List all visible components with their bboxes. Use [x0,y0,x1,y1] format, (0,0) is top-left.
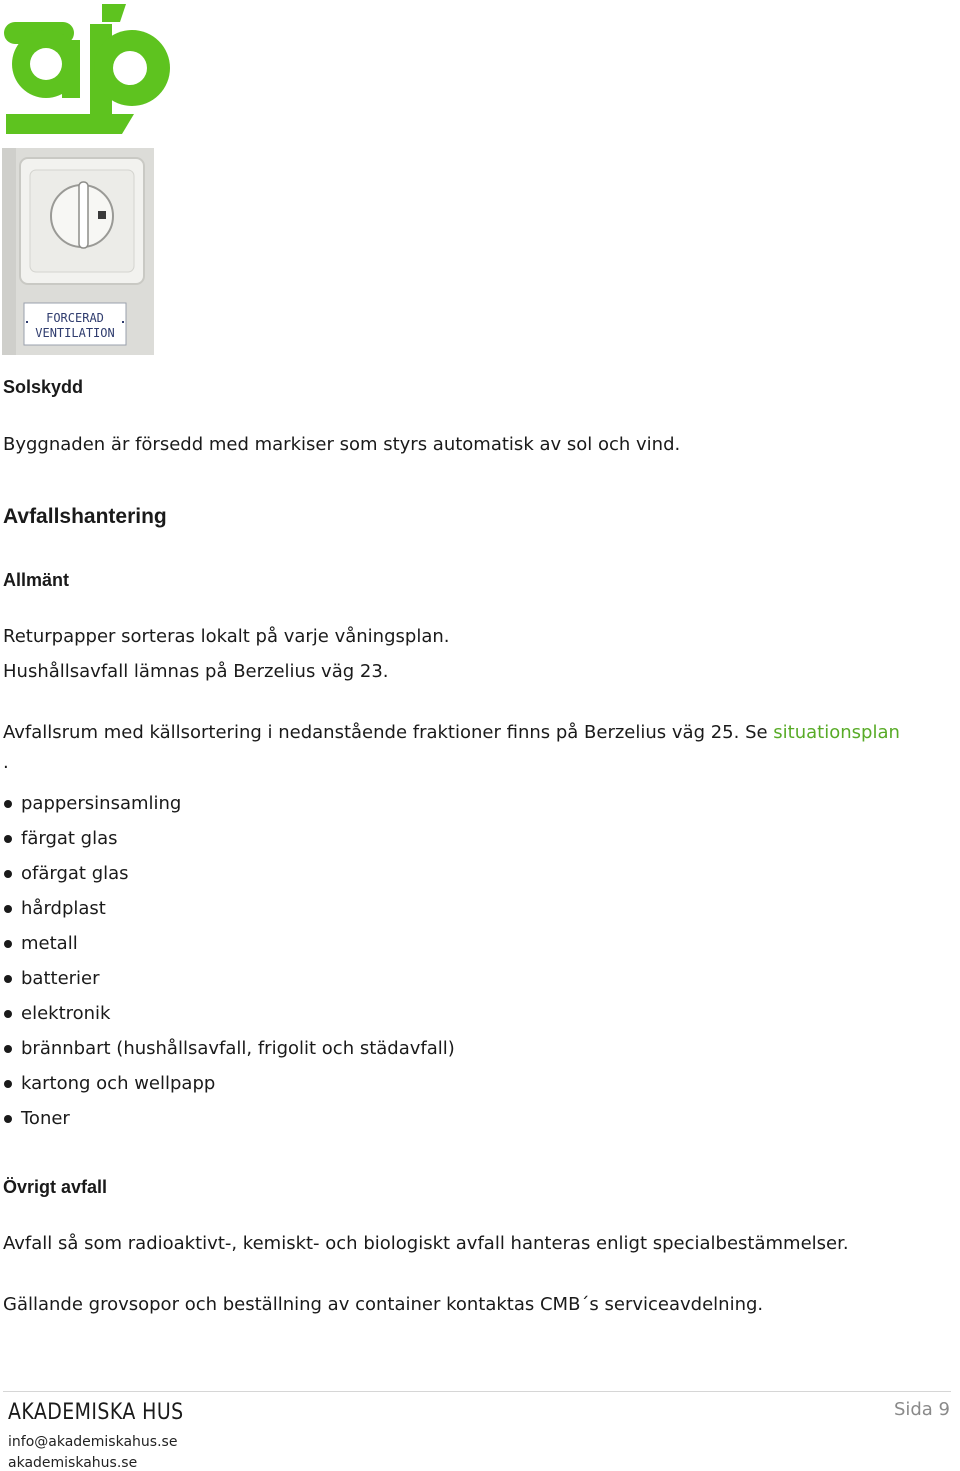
avfall-line-2: Hushållsavfall lämnas på Berzelius väg 23. [3,661,389,682]
page-number: Sida 9 [893,1399,950,1420]
plate-text-2: VENTILATION [35,326,115,340]
avfall-line-1: Returpapper sorteras lokalt på varje våningsplan. [3,626,450,647]
bullet-icon [4,800,12,808]
list-item: brännbart (hushållsavfall, frigolit och städavfall) [3,1036,455,1071]
avfall-heading: Avfallshantering [3,505,167,528]
list-item: metall [3,931,455,966]
ovrigt-text-1: Avfall så som radioaktivt-, kemiskt- och biologiskt avfall hanteras enligt specialbestämmelser. [3,1233,849,1254]
list-item: hårdplast [3,896,455,931]
solskydd-text: Byggnaden är försedd med markiser som styrs automatisk av sol och vind. [3,434,681,455]
solskydd-heading: Solskydd [3,377,84,397]
footer-email[interactable]: info@akademiskahus.se [8,1434,178,1450]
bullet-icon [4,1115,12,1123]
bullet-icon [4,905,12,913]
avfall-line-3 [3,721,900,745]
footer-brand: AKADEMISKA HUS [8,1400,184,1425]
list-item: elektronik [3,1001,455,1036]
ventilation-switch-photo [2,148,154,355]
ovrigt-heading: Övrigt avfall [3,1177,108,1197]
list-item: färgat glas [3,826,455,861]
bullet-icon [4,975,12,983]
ovrigt-text-2: Gällande grovsopor och beställning av container kontaktas CMB´s serviceavdelning. [3,1294,764,1315]
bullet-icon [4,1045,12,1053]
avfall-line-3-text: Avfallsrum med källsortering i nedanstående fraktioner finns på Berzelius väg 25. Se [3,722,774,743]
akademiska-hus-logo [2,2,172,134]
list-item: kartong och wellpapp [3,1071,455,1106]
bullet-icon [4,835,12,843]
list-item: pappersinsamling [3,791,455,826]
situationsplan-link[interactable]: situationsplan [773,722,900,743]
bullet-icon [4,1010,12,1018]
bullet-icon [4,870,12,878]
fractions-list [3,791,455,1141]
list-item: Toner [3,1106,455,1141]
footer-web[interactable]: akademiskahus.se [8,1455,138,1471]
bullet-icon [4,1080,12,1088]
allmant-heading: Allmänt [3,570,70,590]
plate-text-1: FORCERAD [46,311,104,325]
footer-divider [3,1391,951,1392]
list-item: ofärgat glas [3,861,455,896]
list-item: batterier [3,966,455,1001]
avfall-line-3-end: . [3,752,9,773]
bullet-icon [4,940,12,948]
